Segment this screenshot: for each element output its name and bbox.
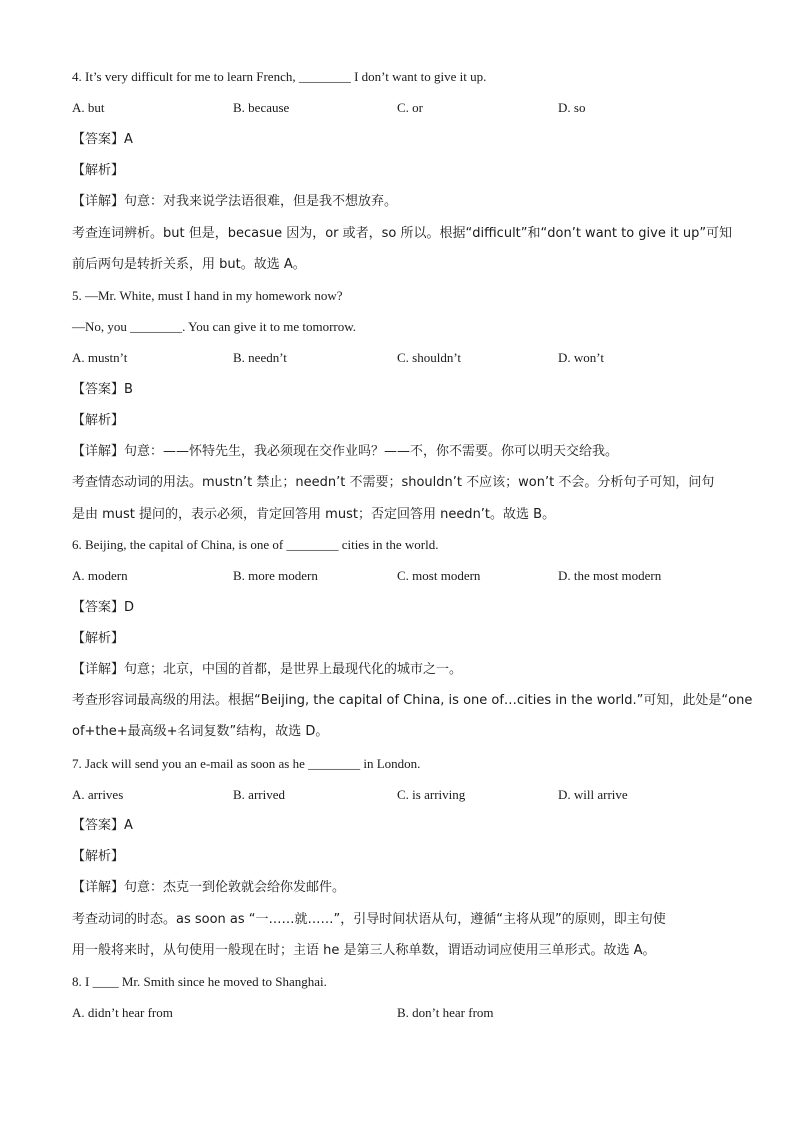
q8-option-b: B. don’t hear from <box>397 1005 494 1020</box>
q4-analysis-label: 【解析】 <box>72 163 125 178</box>
q6-option-a: A. modern <box>72 568 128 583</box>
q6-detail: 【详解】句意；北京，中国的首都，是世界上最现代化的城市之一。 <box>72 662 463 677</box>
q6-explanation-2: of+the+最高级+名词复数”结构，故选 D。 <box>72 724 329 739</box>
q7-option-c: C. is arriving <box>397 787 466 802</box>
q7-explanation-2: 用一般将来时，从句使用一般现在时；主语 he 是第三人称单数，谓语动词应使用三单形式。故选 A。 <box>72 943 656 958</box>
q6-answer: 【答案】D <box>72 600 135 615</box>
q6-explanation-1: 考查形容词最高级的用法。根据“Beijing, the capital of China, is one of…cities in the world.”可知，此处是“one <box>72 693 753 708</box>
q4-explanation-1: 考查连词辨析。but 但是，becasue 因为，or 或者，so 所以。根据“difficult”和“don’t want to give it up”可知 <box>72 226 733 241</box>
q8-option-a: A. didn’t hear from <box>72 1005 173 1020</box>
q7-analysis-label: 【解析】 <box>72 849 125 864</box>
q7-explanation-1: 考查动词的时态。as soon as “一……就……”，引导时间状语从句，遵循“主将从现”的原则，即主句使 <box>72 912 666 927</box>
question-5-stem-line-1: 5. —Mr. White, must I hand in my homework now? <box>72 288 343 303</box>
q7-option-a: A. arrives <box>72 787 124 802</box>
q4-option-d: D. so <box>558 100 586 115</box>
q7-option-b: B. arrived <box>233 787 285 802</box>
question-7-stem: 7. Jack will send you an e-mail as soon as he ________ in London. <box>72 756 421 771</box>
question-4-stem: 4. It’s very difficult for me to learn French, ________ I don’t want to give it up. <box>72 69 487 84</box>
q5-option-b: B. needn’t <box>233 350 287 365</box>
q4-option-a: A. but <box>72 100 105 115</box>
q6-option-b: B. more modern <box>233 568 318 583</box>
q5-detail: 【详解】句意：——怀特先生，我必须现在交作业吗？——不，你不需要。你可以明天交给我。 <box>72 444 619 459</box>
q6-analysis-label: 【解析】 <box>72 631 125 646</box>
q6-option-c: C. most modern <box>397 568 481 583</box>
question-5-stem-line-2: —No, you ________. You can give it to me tomorrow. <box>72 319 357 334</box>
q5-option-d: D. won’t <box>558 350 604 365</box>
question-6-stem: 6. Beijing, the capital of China, is one of ________ cities in the world. <box>72 537 439 552</box>
q5-answer: 【答案】B <box>72 382 133 397</box>
q5-explanation-1: 考查情态动词的用法。mustn’t 禁止；needn’t 不需要；shouldn’t 不应该；won’t 不会。分析句子可知，问句 <box>72 475 715 490</box>
q5-option-c: C. shouldn’t <box>397 350 462 365</box>
q5-explanation-2: 是由 must 提问的，表示必须，肯定回答用 must；否定回答用 needn’t。故选 B。 <box>72 507 556 522</box>
q4-detail: 【详解】句意：对我来说学法语很难，但是我不想放弃。 <box>72 194 398 209</box>
q5-analysis-label: 【解析】 <box>72 413 125 428</box>
q4-option-b: B. because <box>233 100 290 115</box>
q4-option-c: C. or <box>397 100 423 115</box>
q4-answer: 【答案】A <box>72 132 133 147</box>
q7-answer: 【答案】A <box>72 818 133 833</box>
q5-option-a: A. mustn’t <box>72 350 128 365</box>
q7-detail: 【详解】句意：杰克一到伦敦就会给你发邮件。 <box>72 880 346 895</box>
q6-option-d: D. the most modern <box>558 568 662 583</box>
question-8-stem: 8. I ____ Mr. Smith since he moved to Shanghai. <box>72 974 327 989</box>
q4-explanation-2: 前后两句是转折关系，用 but。故选 A。 <box>72 257 306 272</box>
q7-option-d: D. will arrive <box>558 787 628 802</box>
